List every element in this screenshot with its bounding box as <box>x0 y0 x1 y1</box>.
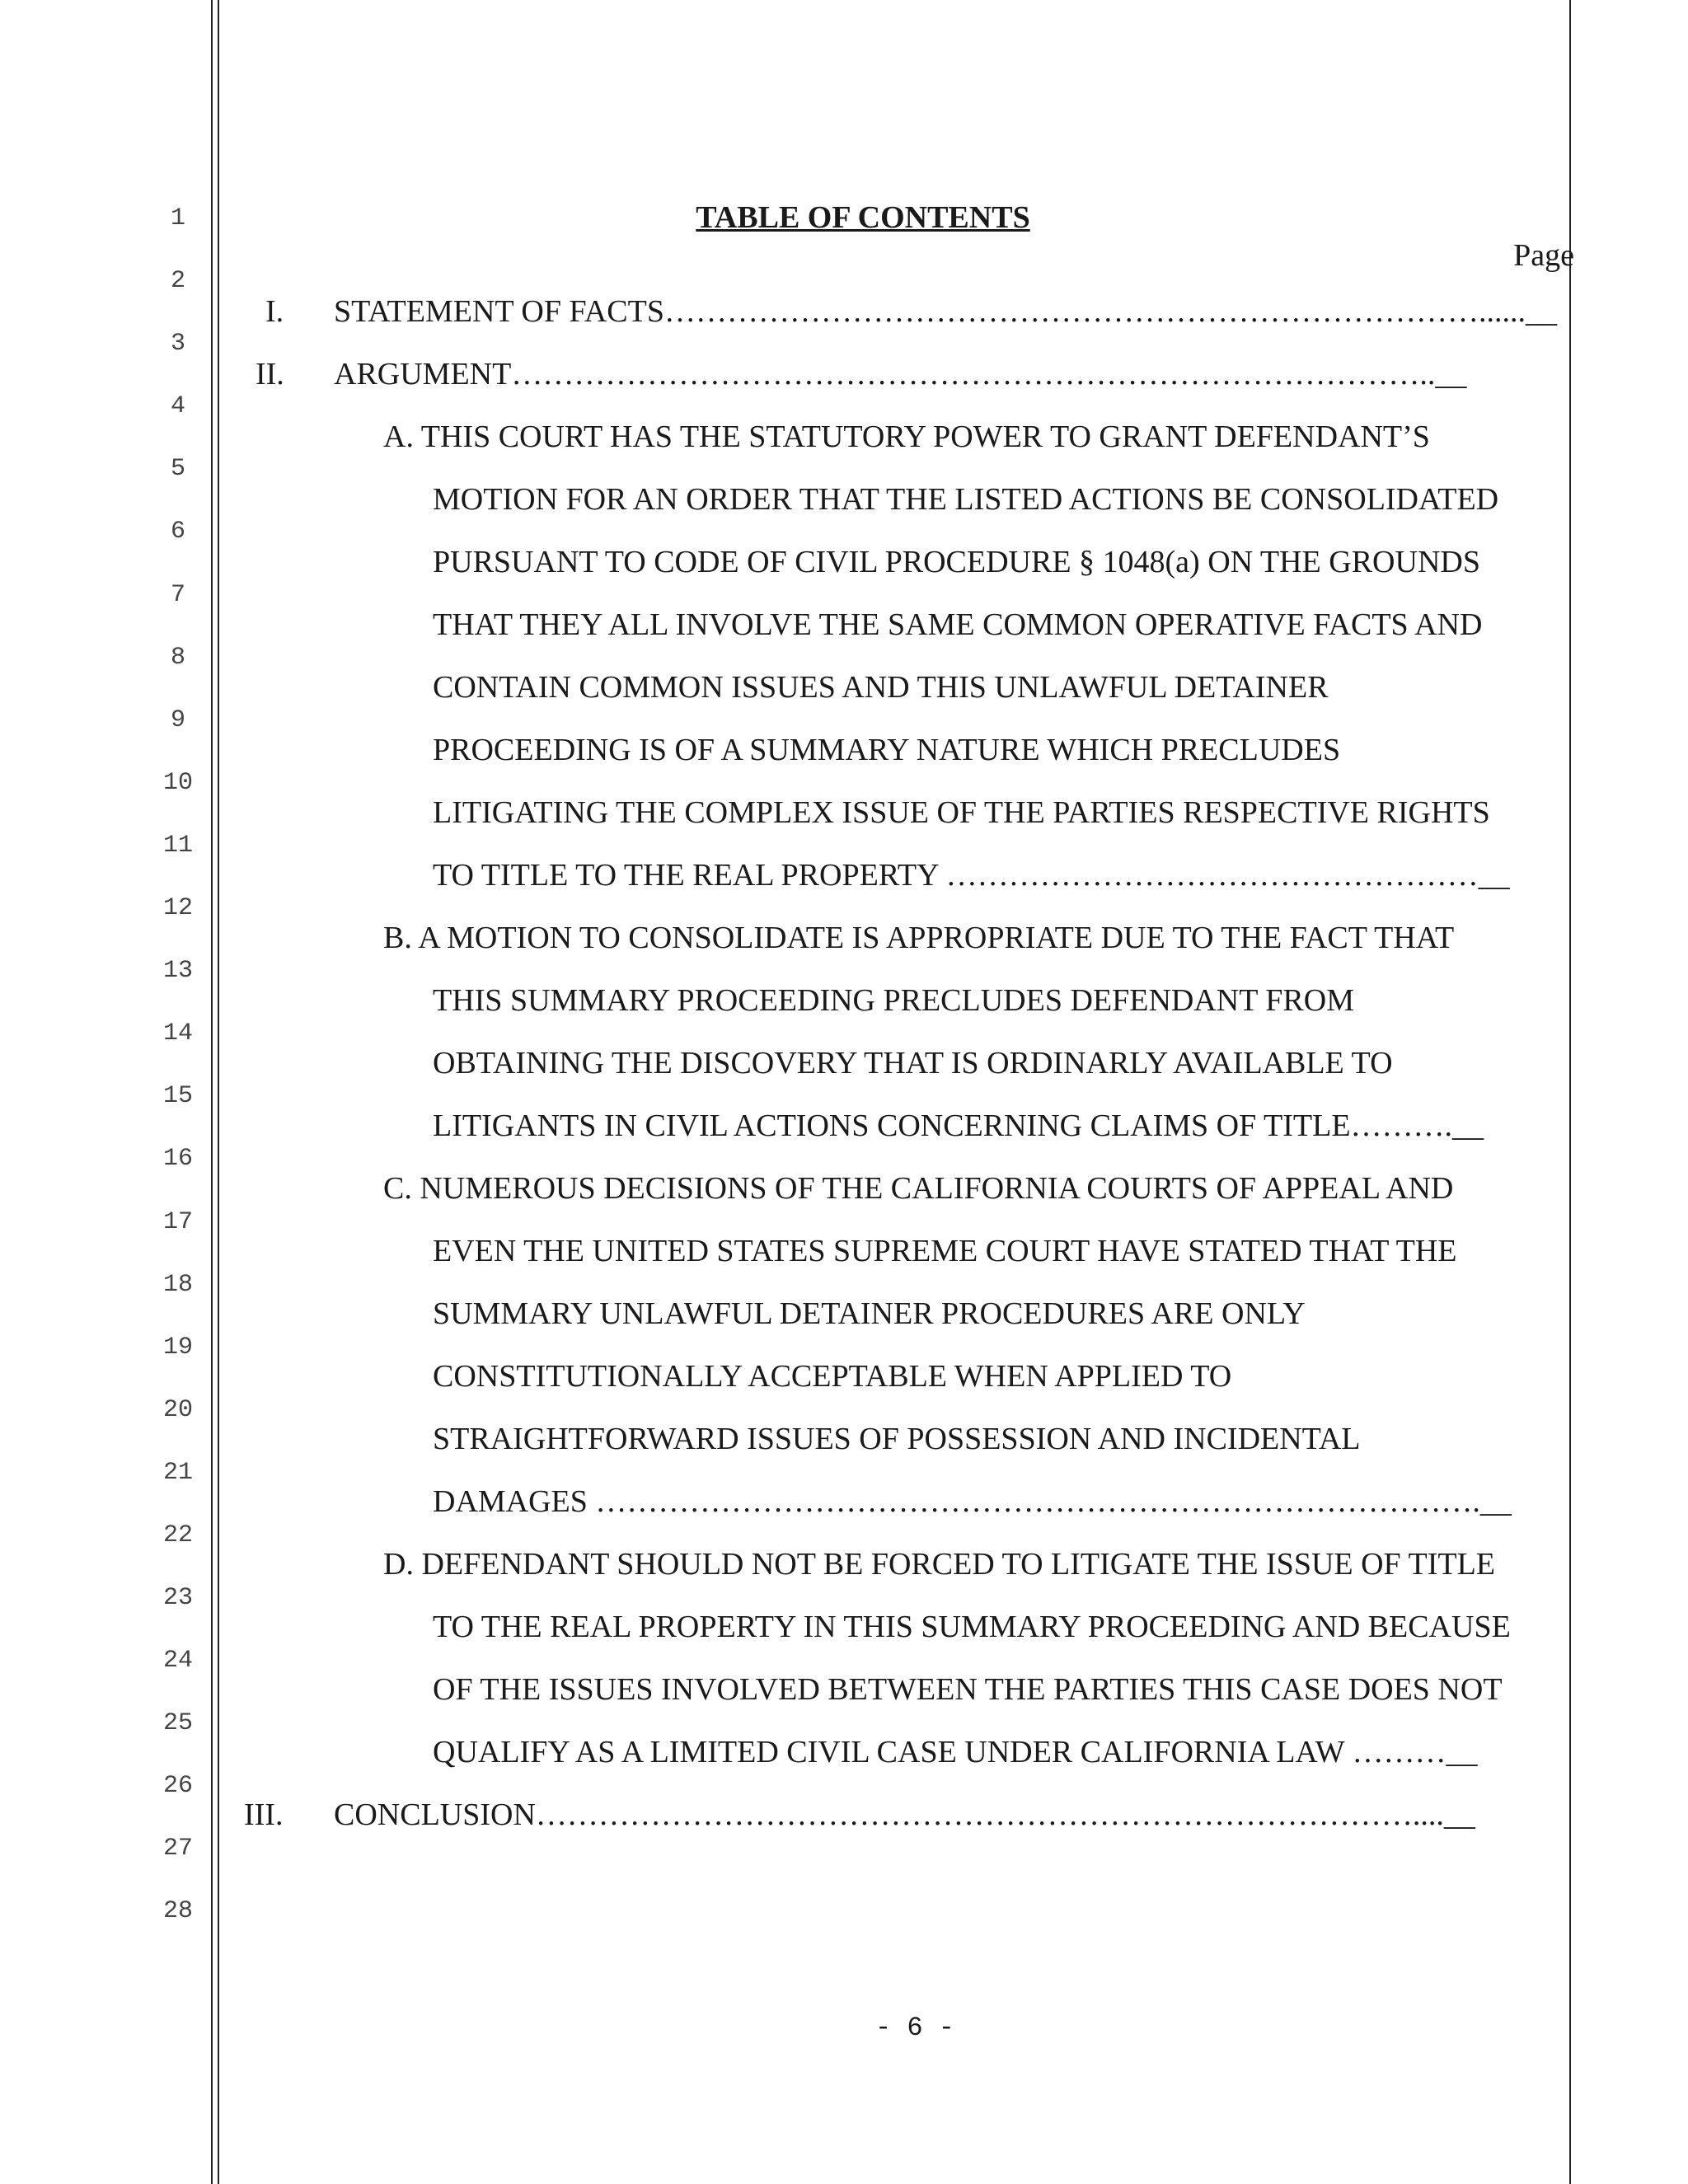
line-number: 25 <box>162 1709 193 1737</box>
line-number: 27 <box>162 1835 193 1863</box>
line-number: 26 <box>162 1772 193 1800</box>
line-number: 1 <box>170 204 185 232</box>
line-number: 20 <box>162 1396 193 1424</box>
line-number: 15 <box>162 1082 193 1110</box>
toc-subentry-b-line: LITIGANTS IN CIVIL ACTIONS CONCERNING CLAIMS OF TITLE……….__ <box>433 1108 1484 1143</box>
line-number: 21 <box>162 1459 193 1487</box>
line-number: 13 <box>162 957 193 985</box>
line-number: 12 <box>162 894 193 922</box>
page-column-label: Page <box>1513 238 1574 273</box>
toc-subentry-d-line: D. DEFENDANT SHOULD NOT BE FORCED TO LITIGATE THE ISSUE OF TITLE <box>383 1547 1495 1582</box>
line-number: 17 <box>162 1208 193 1236</box>
toc-subentry-b-line: THIS SUMMARY PROCEEDING PRECLUDES DEFENDANT FROM <box>433 983 1354 1018</box>
toc-subentry-b-line: B. A MOTION TO CONSOLIDATE IS APPROPRIATE DUE TO THE FACT THAT <box>383 921 1455 955</box>
line-number: 10 <box>162 769 193 797</box>
line-number: 5 <box>170 455 185 483</box>
line-number: 2 <box>170 267 185 295</box>
margin-rule-right <box>1569 0 1571 2184</box>
toc-subentry-d-line: TO THE REAL PROPERTY IN THIS SUMMARY PROCEEDING AND BECAUSE <box>433 1610 1511 1644</box>
toc-subentry-a-line: A. THIS COURT HAS THE STATUTORY POWER TO GRANT DEFENDANT’S <box>383 419 1430 454</box>
margin-rule-left-inner <box>218 0 219 2184</box>
line-number: 8 <box>170 644 185 672</box>
toc-subentry-c-line: EVEN THE UNITED STATES SUPREME COURT HAVE STATED THAT THE <box>433 1234 1457 1268</box>
toc-subentry-a-line: TO TITLE TO THE REAL PROPERTY ……………………………………………__ <box>433 858 1510 893</box>
toc-subentry-c-line: SUMMARY UNLAWFUL DETAINER PROCEDURES ARE ONLY <box>433 1296 1306 1331</box>
margin-rule-left-outer <box>211 0 213 2184</box>
line-number: 24 <box>162 1647 193 1675</box>
line-number: 23 <box>162 1584 193 1612</box>
page-number-footer: - 6 - <box>874 2013 954 2043</box>
line-number: 22 <box>162 1521 193 1549</box>
toc-subentry-d-line: OF THE ISSUES INVOLVED BETWEEN THE PARTIES THIS CASE DOES NOT <box>433 1672 1503 1707</box>
line-number: 19 <box>162 1333 193 1361</box>
toc-subentry-c-line: CONSTITUTIONALLY ACCEPTABLE WHEN APPLIED TO <box>433 1359 1232 1394</box>
toc-section-number: III. <box>244 1797 284 1832</box>
toc-subentry-c-line: DAMAGES ………………………………………………………………………….__ <box>433 1484 1512 1519</box>
toc-subentry-a-line: LITIGATING THE COMPLEX ISSUE OF THE PARTIES RESPECTIVE RIGHTS <box>433 795 1490 830</box>
toc-subentry-a-line: PROCEEDING IS OF A SUMMARY NATURE WHICH PRECLUDES <box>433 733 1341 767</box>
toc-entry-argument: ARGUMENT……………………………………………………………………………..__ <box>334 357 1467 391</box>
line-number: 7 <box>170 581 185 609</box>
toc-entry-statement-of-facts: STATEMENT OF FACTS……………………………………………………………………......__ <box>334 294 1557 329</box>
toc-subentry-c-line: STRAIGHTFORWARD ISSUES OF POSSESSION AND INCIDENTAL <box>433 1422 1361 1456</box>
line-number: 14 <box>162 1019 193 1047</box>
toc-subentry-a-line: THAT THEY ALL INVOLVE THE SAME COMMON OPERATIVE FACTS AND <box>433 607 1483 642</box>
line-number: 18 <box>162 1271 193 1299</box>
toc-entry-conclusion: CONCLUSION…………………………………………………………………………....__ <box>334 1797 1475 1832</box>
toc-section-number: II. <box>256 357 284 391</box>
line-number: 3 <box>170 330 185 358</box>
line-number: 16 <box>162 1145 193 1173</box>
line-number: 11 <box>162 832 193 860</box>
page-title: TABLE OF CONTENTS <box>696 200 1030 235</box>
toc-subentry-c-line: C. NUMEROUS DECISIONS OF THE CALIFORNIA COURTS OF APPEAL AND <box>383 1171 1454 1206</box>
line-number: 28 <box>162 1897 193 1925</box>
toc-subentry-a-line: CONTAIN COMMON ISSUES AND THIS UNLAWFUL DETAINER <box>433 670 1329 705</box>
toc-subentry-a-line: MOTION FOR AN ORDER THAT THE LISTED ACTIONS BE CONSOLIDATED <box>433 482 1499 517</box>
toc-subentry-a-line: PURSUANT TO CODE OF CIVIL PROCEDURE § 1048(a) ON THE GROUNDS <box>433 545 1480 579</box>
line-number: 6 <box>170 518 185 546</box>
toc-subentry-d-line: QUALIFY AS A LIMITED CIVIL CASE UNDER CALIFORNIA LAW ………__ <box>433 1735 1478 1769</box>
toc-subentry-b-line: OBTAINING THE DISCOVERY THAT IS ORDINARLY AVAILABLE TO <box>433 1046 1393 1080</box>
line-number: 9 <box>170 706 185 734</box>
toc-section-number: I. <box>265 294 284 329</box>
line-number: 4 <box>170 392 185 420</box>
